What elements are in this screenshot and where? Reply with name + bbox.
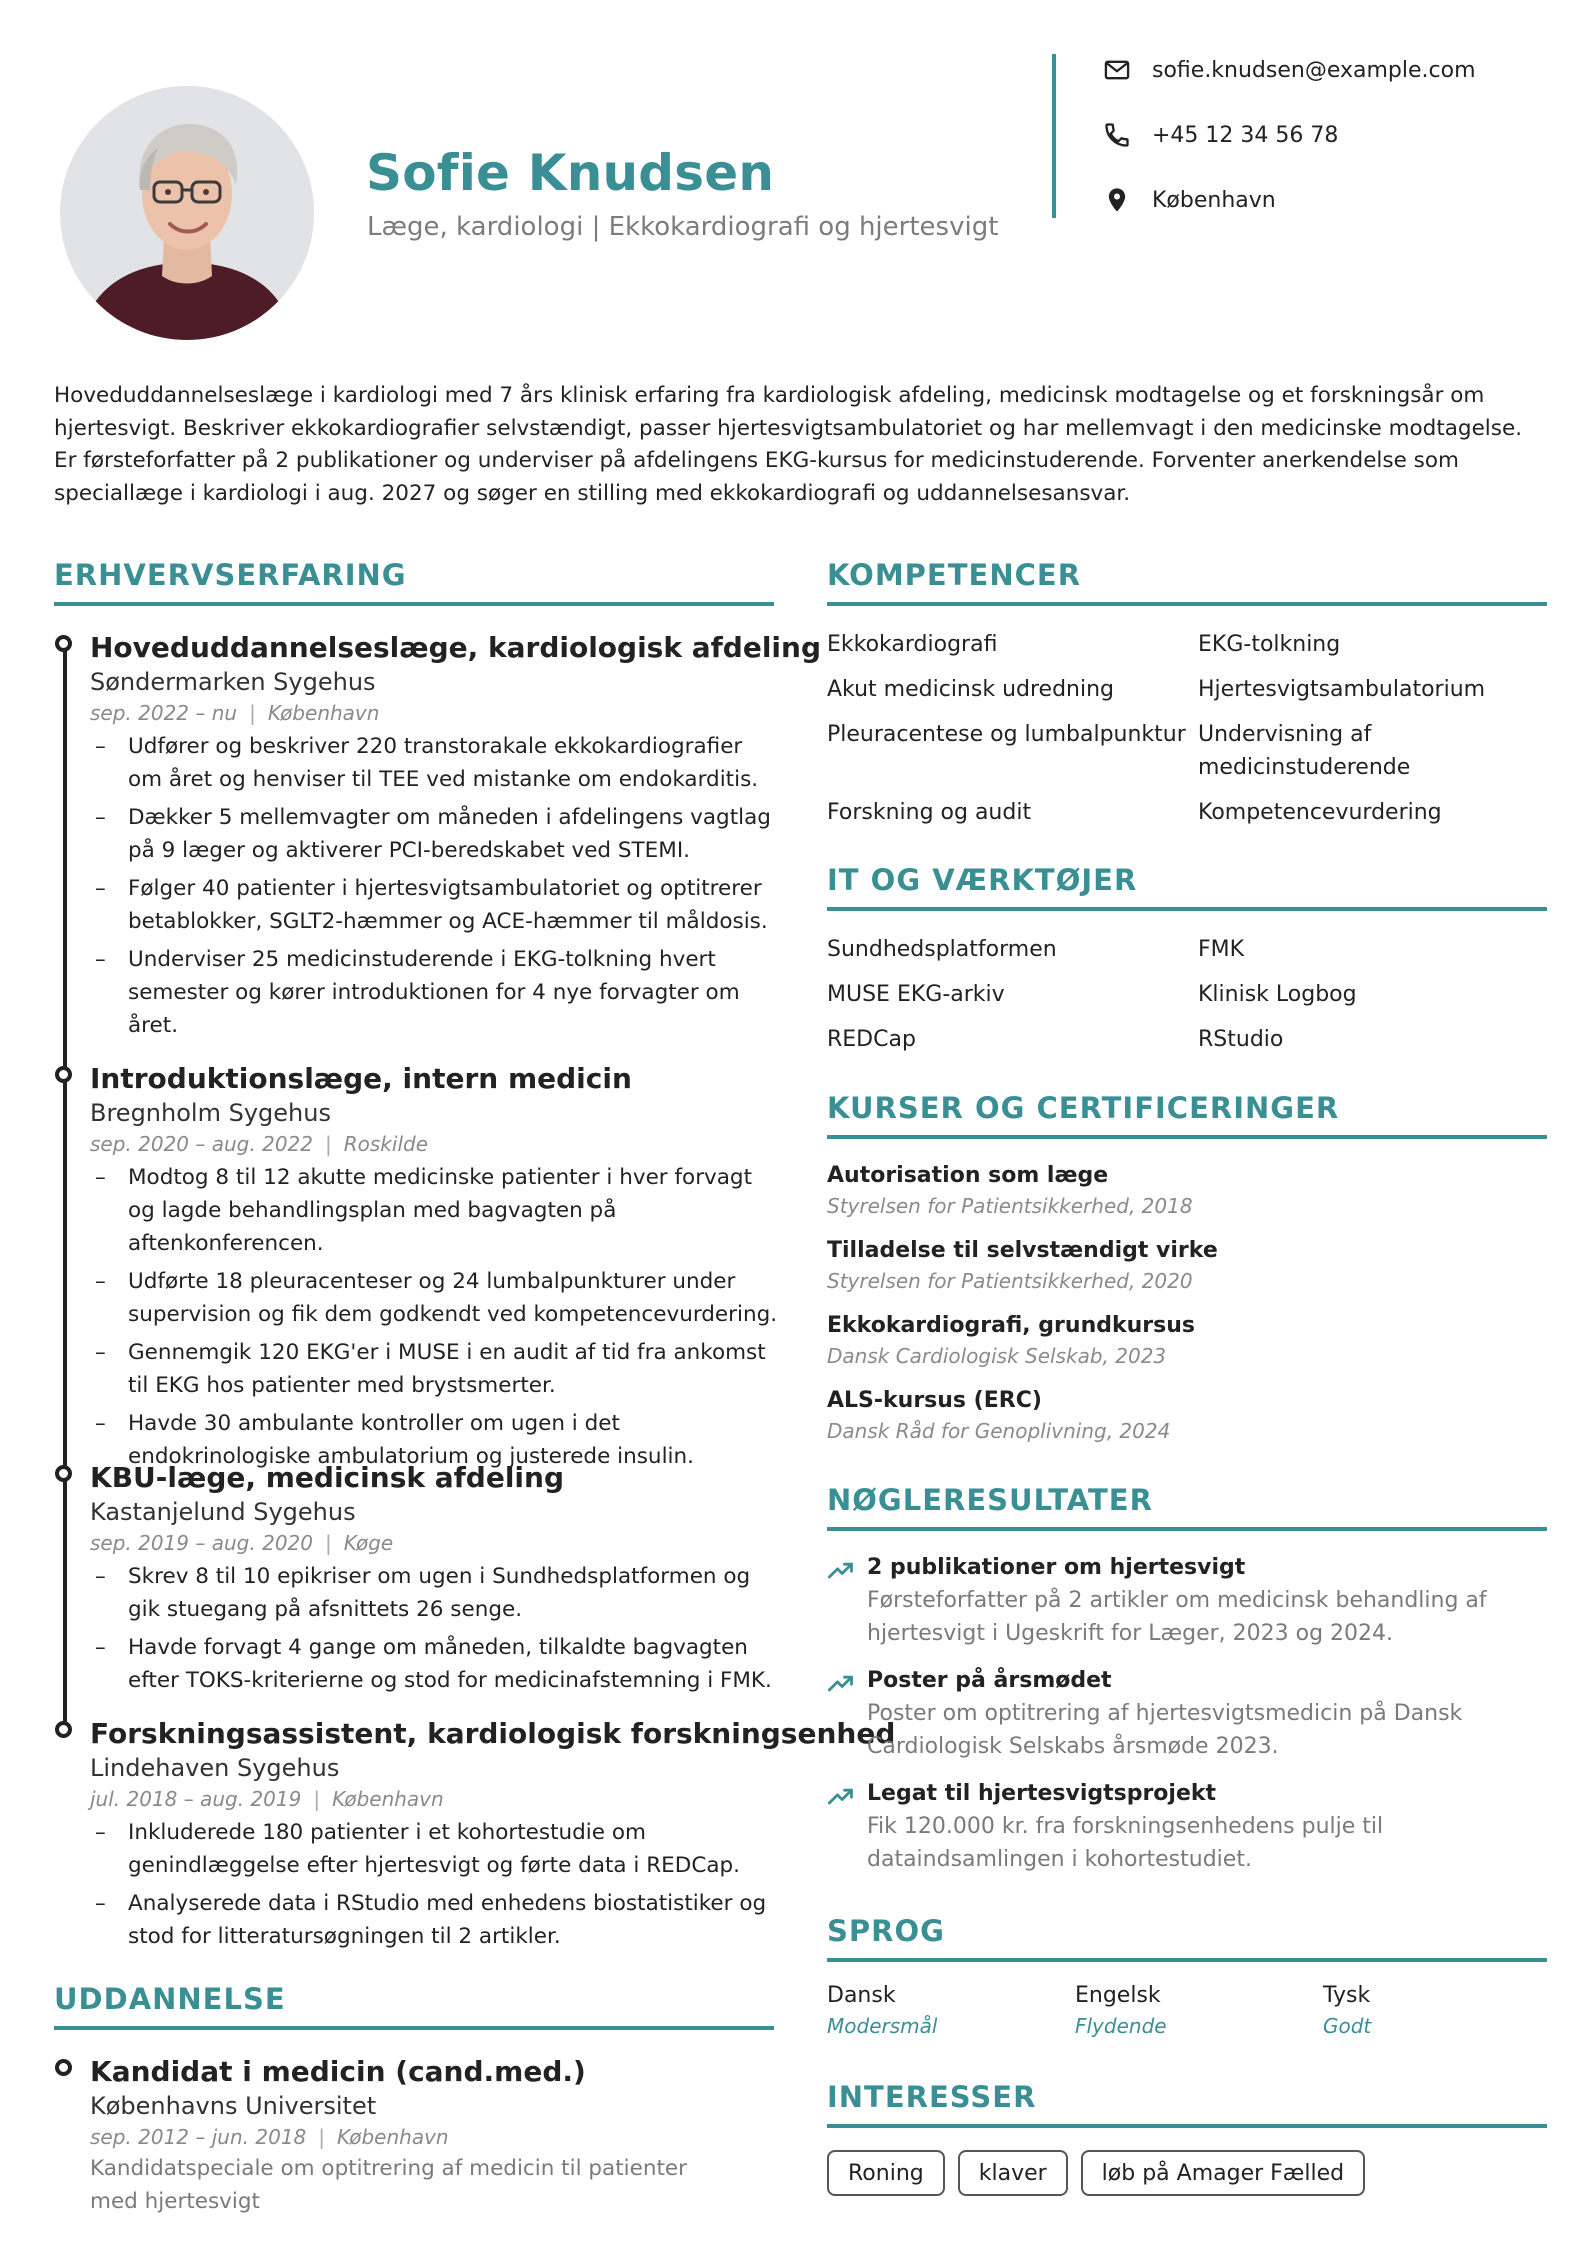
it-tools-list: [827, 933, 1547, 1068]
trending-up-icon: [827, 1782, 855, 1810]
interests-list: [827, 2150, 1365, 2196]
language-level: Godt: [1323, 2014, 1372, 2038]
language-name: Dansk: [827, 1983, 896, 2008]
job-period: sep. 2019 – aug. 2020: [90, 1531, 313, 1555]
section-rule: [827, 1135, 1547, 1139]
education-description: Kandidatspeciale om optitrering af medicin til patienter med hjertesvigt: [90, 2156, 687, 2214]
result-title: 2 publikationer om hjertesvigt: [867, 1555, 1246, 1580]
job-bullet: – Udførte 18 pleuracenteser og 24 lumbalpunkturer under supervision og fik dem godkendt ved kompetencevurdering.: [90, 1265, 780, 1331]
language-level: Flydende: [1075, 2014, 1167, 2038]
degree-title: Kandidat i medicin (cand.med.): [90, 2055, 586, 2088]
profile-summary: Hoveduddannelseslæge i kardiologi med 7 års klinisk erfaring fra kardiologisk afdeling, medicinsk modtagelse og et forskningsår om hjertesvigt. Beskriver ekkokardiografier selvstændigt, passer hjertesvigtsambulatoriet og har mellemvagt i den medicinske modtagelse. Er førsteforfatter på 2 publikationer og underviser på afdelingens EKG-kursus for medicinstuderende. Forventer anerkendelse som speciallæge i kardiologi i aug. 2027 og søger en stilling med ekkokardiografi og uddannelsesansvar.: [54, 383, 1523, 506]
trending-up-icon: [827, 1556, 855, 1584]
course-name: Tilladelse til selvstændigt virke: [827, 1238, 1218, 1263]
language-name: Engelsk: [1075, 1983, 1161, 2008]
section-title-competences: KOMPETENCER: [827, 558, 1082, 592]
job-meta: [90, 1528, 780, 1558]
person-portrait-icon: [60, 86, 314, 340]
phone-icon: [1102, 120, 1132, 150]
section-rule: [54, 602, 774, 606]
timeline-dot: [55, 1721, 72, 1738]
job-bullets: [90, 1161, 780, 1473]
location-pin-icon: [1102, 185, 1132, 215]
competence-item: Undervisning af medicinstuderende: [1198, 722, 1411, 780]
job-bullet: – Havde forvagt 4 gange om måneden, tilkaldte bagvagten efter TOKS-kriterierne og stod for medicinafstemning i FMK.: [90, 1631, 780, 1697]
language-name: Tysk: [1323, 1983, 1371, 2008]
section-title-interests: INTERESSER: [827, 2080, 1037, 2114]
job-bullet: – Udfører og beskriver 220 transtorakale ekkokardiografier om året og henviser til TEE ved mistanke om endokarditis.: [90, 730, 780, 796]
meta-separator: |: [325, 1132, 332, 1156]
course-name: ALS-kursus (ERC): [827, 1388, 1042, 1413]
candidate-tagline: Læge, kardiologi | Ekkokardiografi og hjertesvigt: [367, 212, 999, 242]
job-meta: [90, 1129, 780, 1159]
job-employer: Bregnholm Sygehus: [90, 1099, 331, 1127]
competence-item: Akut medicinsk udredning: [827, 677, 1114, 702]
job-bullet: – Skrev 8 til 10 epikriser om ugen i Sundhedsplatformen og gik stuegang på afsnittets 26 senge.: [90, 1560, 780, 1626]
job-period: jul. 2018 – aug. 2019: [90, 1787, 302, 1811]
section-title-courses: KURSER OG CERTIFICERINGER: [827, 1091, 1340, 1125]
candidate-name: Sofie Knudsen: [366, 144, 775, 202]
section-rule: [827, 1958, 1547, 1962]
section-title-results: NØGLERESULTATER: [827, 1483, 1153, 1517]
result-description: Fik 120.000 kr. fra forskningsenhedens pulje til dataindsamlingen i kohortestudiet.: [867, 1814, 1384, 1872]
job-bullet: – Analyserede data i RStudio med enhedens biostatistiker og stod for litteratursøgningen til 2 artikler.: [90, 1887, 780, 1953]
job-bullet: – Inkluderede 180 patienter i et kohortestudie om genindlæggelse efter hjertesvigt og førte data i REDCap.: [90, 1816, 780, 1882]
job-bullet: – Gennemgik 120 EKG'er i MUSE i en audit af tid fra ankomst til EKG hos patienter med brystsmerter.: [90, 1336, 780, 1402]
result-description: Poster om optitrering af hjertesvigtsmedicin på Dansk Cardiologisk Selskabs årsmøde 2023.: [867, 1701, 1463, 1759]
timeline-dot: [55, 1465, 72, 1482]
interest-tag: klaver: [958, 2150, 1068, 2196]
job-bullet: – Følger 40 patienter i hjertesvigtsambulatoriet og optitrerer betablokker, SGLT2-hæmmer og ACE-hæmmer til måldosis.: [90, 872, 780, 938]
course-issuer: Styrelsen for Patientsikkerhed, 2018: [827, 1194, 1193, 1218]
job-period: sep. 2020 – aug. 2022: [90, 1132, 313, 1156]
section-title-experience: ERHVERVSERFARING: [54, 558, 407, 592]
course-entry: [827, 1235, 1218, 1295]
it-tool-item: FMK: [1198, 937, 1245, 962]
it-tool-item: MUSE EKG-arkiv: [827, 982, 1005, 1007]
section-rule: [827, 2124, 1547, 2128]
interest-tag: Roning: [827, 2150, 945, 2196]
job-bullets: [90, 730, 780, 1042]
job-title: Hoveduddannelseslæge, kardiologisk afdeling: [90, 631, 821, 664]
job-entry: [90, 1061, 780, 1478]
job-bullets: [90, 1560, 780, 1697]
result-entry: [827, 1552, 1527, 1650]
job-entry: [90, 630, 821, 1047]
competence-item: Forskning og audit: [827, 800, 1032, 825]
contact-phone[interactable]: [1102, 117, 1338, 153]
result-entry: [827, 1665, 1527, 1763]
competence-item: Kompetencevurdering: [1198, 800, 1442, 825]
section-rule: [827, 1527, 1547, 1531]
it-tool-item: RStudio: [1198, 1027, 1284, 1052]
job-employer: Kastanjelund Sygehus: [90, 1498, 356, 1526]
result-description: Førsteforfatter på 2 artikler om medicinsk behandling af hjertesvigt i Ugeskrift for Læger, 2023 og 2024.: [867, 1588, 1487, 1646]
job-place: København: [267, 701, 380, 725]
profile-photo: [60, 86, 314, 340]
job-employer: Søndermarken Sygehus: [90, 668, 376, 696]
job-title: Forskningsassistent, kardiologisk forskningsenhed: [90, 1717, 896, 1750]
timeline-dot: [55, 1066, 72, 1083]
contact-location: [1102, 182, 1276, 218]
course-name: Autorisation som læge: [827, 1163, 1109, 1188]
education-period: sep. 2012 – jun. 2018: [90, 2125, 307, 2149]
meta-separator: |: [325, 1531, 332, 1555]
job-title: Introduktionslæge, intern medicin: [90, 1062, 632, 1095]
job-employer: Lindehaven Sygehus: [90, 1754, 340, 1782]
education-place: København: [337, 2125, 449, 2149]
result-entry: [827, 1778, 1527, 1876]
email-text[interactable]: sofie.knudsen@example.com: [1152, 57, 1476, 83]
interest-tag: løb på Amager Fælled: [1081, 2150, 1365, 2196]
job-bullets: [90, 1816, 780, 1953]
job-title: KBU-læge, medicinsk afdeling: [90, 1461, 565, 1494]
job-entry: [90, 1460, 780, 1702]
competence-item: Pleuracentese og lumbalpunktur: [827, 722, 1186, 747]
job-meta: [90, 698, 780, 728]
job-bullet: – Dækker 5 mellemvagter om måneden i afdelingens vagtlag på 9 læger og aktiverer PCI-beredskabet ved STEMI.: [90, 801, 780, 867]
contact-divider: [1052, 54, 1056, 218]
education-meta: [90, 2122, 780, 2152]
course-issuer: Dansk Råd for Genoplivning, 2024: [827, 1419, 1171, 1443]
timeline-line: [63, 650, 67, 1725]
contact-email[interactable]: [1102, 52, 1476, 88]
job-meta: [90, 1784, 780, 1814]
course-entry: [827, 1310, 1195, 1370]
location-text: København: [1152, 187, 1276, 213]
meta-separator: |: [318, 2125, 326, 2149]
job-bullet: – Underviser 25 medicinstuderende i EKG-tolkning hvert semester og kører introduktionen for 4 nye forvagter om året.: [90, 943, 780, 1042]
job-place: København: [332, 1787, 444, 1811]
competences-list: [827, 628, 1547, 841]
language-entry: [1075, 1980, 1167, 2040]
timeline-dot: [55, 635, 72, 652]
language-level: Modersmål: [827, 2014, 938, 2038]
section-title-it-tools: IT OG VÆRKTØJER: [827, 863, 1138, 897]
course-entry: [827, 1385, 1170, 1445]
section-rule: [54, 2026, 774, 2030]
competence-item: Ekkokardiografi: [827, 632, 998, 657]
it-tool-item: Sundhedsplatformen: [827, 937, 1057, 962]
course-issuer: Styrelsen for Patientsikkerhed, 2020: [827, 1269, 1193, 1293]
section-rule: [827, 907, 1547, 911]
trending-up-icon: [827, 1669, 855, 1697]
result-title: Legat til hjertesvigtsprojekt: [867, 1781, 1217, 1806]
job-place: Køge: [343, 1531, 394, 1555]
timeline-dot: [55, 2059, 72, 2076]
section-rule: [827, 602, 1547, 606]
section-title-languages: SPROG: [827, 1914, 945, 1948]
competence-item: EKG-tolkning: [1198, 632, 1341, 657]
meta-separator: |: [249, 701, 256, 725]
meta-separator: |: [313, 1787, 321, 1811]
it-tool-item: REDCap: [827, 1027, 916, 1052]
it-tool-item: Klinisk Logbog: [1198, 982, 1357, 1007]
competence-item: Hjertesvigtsambulatorium: [1198, 677, 1486, 702]
phone-text[interactable]: +45 12 34 56 78: [1152, 122, 1339, 148]
job-period: sep. 2022 – nu: [90, 701, 238, 725]
mail-icon: [1102, 55, 1132, 85]
section-title-education: UDDANNELSE: [54, 1982, 286, 2016]
language-entry: [827, 1980, 937, 2040]
job-bullet: – Modtog 8 til 12 akutte medicinske patienter i hver forvagt og lagde behandlingsplan med bagvagten på aftenkonferencen.: [90, 1161, 780, 1260]
course-issuer: Dansk Cardiologisk Selskab, 2023: [827, 1344, 1167, 1368]
education-entry: [90, 2054, 780, 2218]
course-name: Ekkokardiografi, grundkursus: [827, 1313, 1195, 1338]
course-entry: [827, 1160, 1193, 1220]
job-place: Roskilde: [343, 1132, 428, 1156]
job-bullet: – Havde 30 ambulante kontroller om ugen i det endokrinologiske ambulatorium og justerede insulin.: [90, 1407, 780, 1473]
language-entry: [1323, 1980, 1371, 2040]
institution: Københavns Universitet: [90, 2092, 377, 2120]
result-title: Poster på årsmødet: [867, 1668, 1112, 1693]
